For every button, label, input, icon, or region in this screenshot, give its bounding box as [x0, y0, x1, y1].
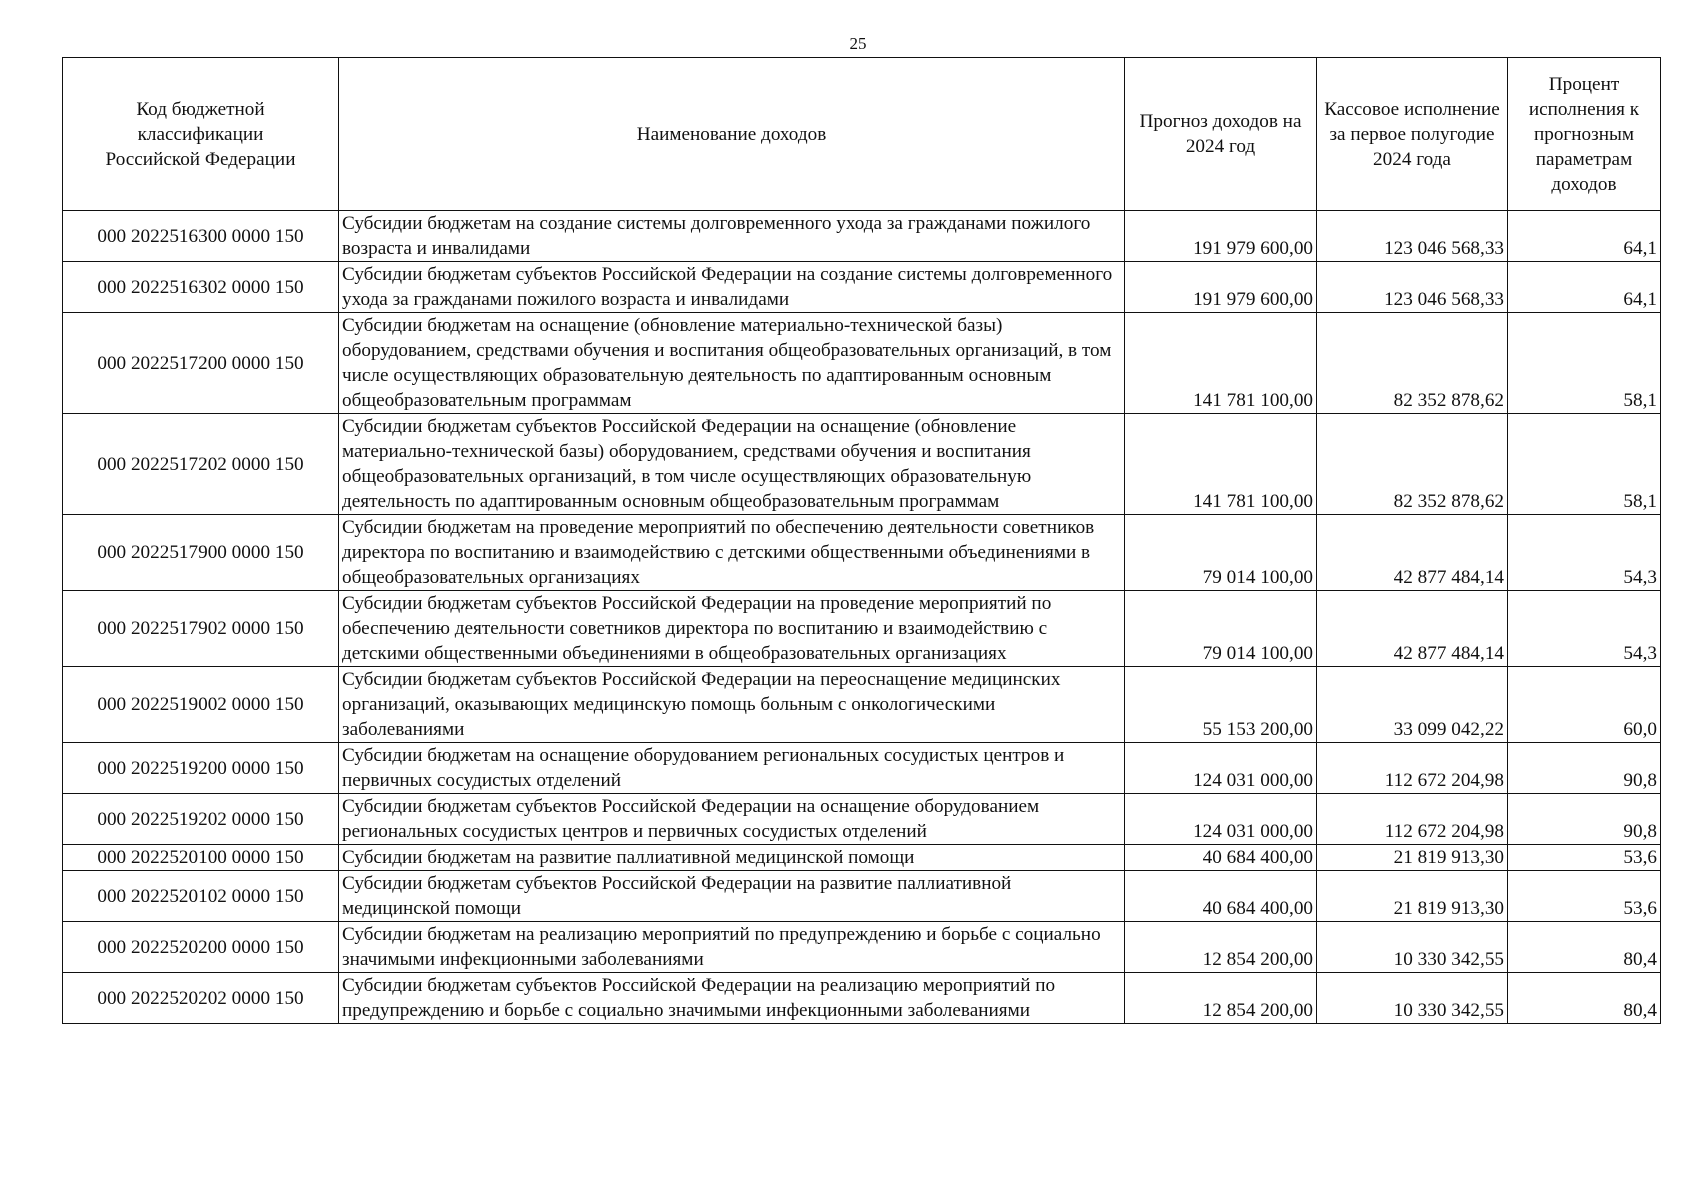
row-cash: 21 819 913,30 — [1317, 871, 1508, 922]
row-code: 000 2022520100 0000 150 — [63, 845, 339, 871]
table-row — [63, 845, 1661, 871]
row-percent: 58,1 — [1508, 414, 1661, 515]
row-forecast: 124 031 000,00 — [1125, 794, 1317, 845]
header-forecast: Прогноз доходов на 2024 год — [1125, 58, 1317, 211]
table-row — [63, 922, 1661, 973]
row-name: Субсидии бюджетам на оснащение (обновление материально-технической базы) оборудованием, средствами обучения и воспитания общеобразовательных организаций, в том числе осуществляющих образовательную деятельность по адаптированным основным общеобразовательным программам — [339, 313, 1125, 414]
page-number: 25 — [849, 34, 867, 53]
header-name: Наименование доходов — [339, 58, 1125, 211]
header-percent: Процент исполнения к прогнозным параметрам доходов — [1508, 58, 1661, 211]
row-percent: 53,6 — [1508, 871, 1661, 922]
table-row — [63, 973, 1661, 1024]
row-name: Субсидии бюджетам на создание системы долговременного ухода за гражданами пожилого возраста и инвалидами — [339, 211, 1125, 262]
row-percent: 54,3 — [1508, 591, 1661, 667]
row-cash: 82 352 878,62 — [1317, 414, 1508, 515]
row-code: 000 2022516300 0000 150 — [63, 211, 339, 262]
table-body — [63, 211, 1661, 1024]
table-row — [63, 262, 1661, 313]
row-code: 000 2022519200 0000 150 — [63, 743, 339, 794]
row-forecast: 40 684 400,00 — [1125, 845, 1317, 871]
header-cash: Кассовое исполнение за первое полугодие 2024 года — [1317, 58, 1508, 211]
revenue-table — [62, 57, 1661, 1024]
row-percent: 80,4 — [1508, 922, 1661, 973]
row-forecast: 12 854 200,00 — [1125, 922, 1317, 973]
row-percent: 58,1 — [1508, 313, 1661, 414]
row-forecast: 191 979 600,00 — [1125, 211, 1317, 262]
revenue-table-container — [62, 57, 1660, 1024]
row-cash: 112 672 204,98 — [1317, 794, 1508, 845]
row-forecast: 40 684 400,00 — [1125, 871, 1317, 922]
row-percent: 64,1 — [1508, 211, 1661, 262]
row-cash: 42 877 484,14 — [1317, 591, 1508, 667]
row-name: Субсидии бюджетам на реализацию мероприятий по предупреждению и борьбе с социально значимыми инфекционными заболеваниями — [339, 922, 1125, 973]
row-forecast: 141 781 100,00 — [1125, 313, 1317, 414]
row-forecast: 79 014 100,00 — [1125, 515, 1317, 591]
row-code: 000 2022517900 0000 150 — [63, 515, 339, 591]
table-row — [63, 515, 1661, 591]
table-header — [63, 58, 1661, 211]
row-code: 000 2022520202 0000 150 — [63, 973, 339, 1024]
row-cash: 33 099 042,22 — [1317, 667, 1508, 743]
row-name: Субсидии бюджетам субъектов Российской Федерации на оснащение оборудованием региональных сосудистых центров и первичных сосудистых отделений — [339, 794, 1125, 845]
row-percent: 90,8 — [1508, 743, 1661, 794]
row-percent: 80,4 — [1508, 973, 1661, 1024]
row-cash: 10 330 342,55 — [1317, 922, 1508, 973]
row-code: 000 2022516302 0000 150 — [63, 262, 339, 313]
row-code: 000 2022520102 0000 150 — [63, 871, 339, 922]
row-code: 000 2022520200 0000 150 — [63, 922, 339, 973]
row-forecast: 79 014 100,00 — [1125, 591, 1317, 667]
row-name: Субсидии бюджетам на оснащение оборудованием региональных сосудистых центров и первичных сосудистых отделений — [339, 743, 1125, 794]
row-code: 000 2022519002 0000 150 — [63, 667, 339, 743]
row-cash: 82 352 878,62 — [1317, 313, 1508, 414]
row-code: 000 2022517200 0000 150 — [63, 313, 339, 414]
header-code: Код бюджетной классификации Российской Федерации — [63, 58, 339, 211]
row-forecast: 55 153 200,00 — [1125, 667, 1317, 743]
row-percent: 53,6 — [1508, 845, 1661, 871]
header-row — [63, 58, 1661, 211]
table-row — [63, 591, 1661, 667]
row-code: 000 2022519202 0000 150 — [63, 794, 339, 845]
row-name: Субсидии бюджетам субъектов Российской Федерации на развитие паллиативной медицинской помощи — [339, 871, 1125, 922]
row-name: Субсидии бюджетам субъектов Российской Федерации на оснащение (обновление материально-технической базы) оборудованием, средствами обучения и воспитания общеобразовательных организаций, в том числе осуществляющих образовательную деятельность по адаптированным основным общеобразовательным программам — [339, 414, 1125, 515]
row-name: Субсидии бюджетам субъектов Российской Федерации на проведение мероприятий по обеспечению деятельности советников директора по воспитанию и взаимодействию с детскими общественными объединениями в общеобразовательных организациях — [339, 591, 1125, 667]
row-cash: 112 672 204,98 — [1317, 743, 1508, 794]
row-code: 000 2022517202 0000 150 — [63, 414, 339, 515]
row-name: Субсидии бюджетам субъектов Российской Федерации на реализацию мероприятий по предупреждению и борьбе с социально значимыми инфекционными заболеваниями — [339, 973, 1125, 1024]
row-forecast: 12 854 200,00 — [1125, 973, 1317, 1024]
row-cash: 21 819 913,30 — [1317, 845, 1508, 871]
row-name: Субсидии бюджетам на проведение мероприятий по обеспечению деятельности советников директора по воспитанию и взаимодействию с детскими общественными объединениями в общеобразовательных организациях — [339, 515, 1125, 591]
table-row — [63, 414, 1661, 515]
table-row — [63, 313, 1661, 414]
table-row — [63, 871, 1661, 922]
row-forecast: 191 979 600,00 — [1125, 262, 1317, 313]
row-cash: 123 046 568,33 — [1317, 211, 1508, 262]
row-name: Субсидии бюджетам субъектов Российской Федерации на переоснащение медицинских организаций, оказывающих медицинскую помощь больным с онкологическими заболеваниями — [339, 667, 1125, 743]
row-percent: 54,3 — [1508, 515, 1661, 591]
row-forecast: 141 781 100,00 — [1125, 414, 1317, 515]
row-cash: 123 046 568,33 — [1317, 262, 1508, 313]
table-row — [63, 743, 1661, 794]
row-name: Субсидии бюджетам субъектов Российской Федерации на создание системы долговременного ухода за гражданами пожилого возраста и инвалидами — [339, 262, 1125, 313]
row-cash: 42 877 484,14 — [1317, 515, 1508, 591]
row-percent: 90,8 — [1508, 794, 1661, 845]
row-percent: 60,0 — [1508, 667, 1661, 743]
row-name: Субсидии бюджетам на развитие паллиативной медицинской помощи — [339, 845, 1125, 871]
row-cash: 10 330 342,55 — [1317, 973, 1508, 1024]
row-code: 000 2022517902 0000 150 — [63, 591, 339, 667]
row-forecast: 124 031 000,00 — [1125, 743, 1317, 794]
table-row — [63, 794, 1661, 845]
row-percent: 64,1 — [1508, 262, 1661, 313]
table-row — [63, 667, 1661, 743]
table-row — [63, 211, 1661, 262]
